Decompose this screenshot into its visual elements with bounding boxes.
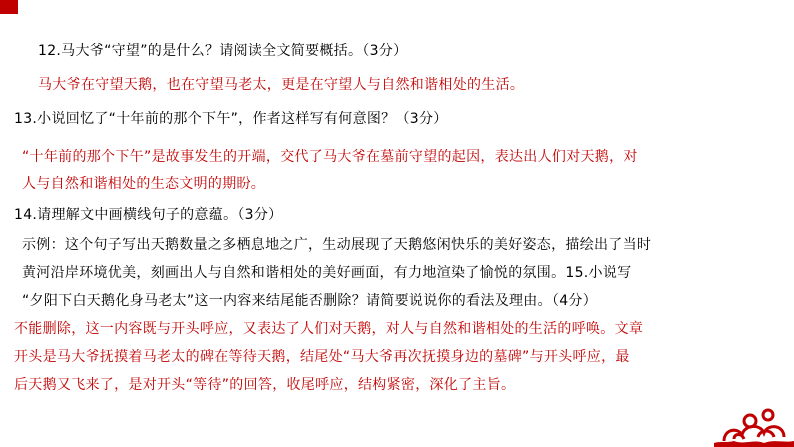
q12-question: 12.马大爷“守望”的是什么？请阅读全文简要概括。（3分）: [38, 43, 408, 59]
q14-answer-line3: “夕阳下白天鹅化身马老太”这一内容来结尾能否删除？请简要说说你的看法及理由。（4分）: [22, 293, 598, 309]
q14-answer-line2: 黄河沿岸环境优美，刻画出人与自然和谐相处的美好画面，有力地渲染了愉悦的氛围。15.小说写: [22, 265, 632, 281]
top-bar: [0, 0, 794, 14]
q12-answer: 马大爷在守望天鹅，也在守望马老太，更是在守望人与自然和谐相处的生活。: [38, 77, 525, 93]
q14-question: 14.请理解文中画横线句子的意蕴。（3分）: [14, 207, 283, 223]
top-bar-accent: [0, 0, 18, 14]
q14-answer-line1: 示例：这个句子写出天鹅数量之多栖息地之广，生动展现了天鹅悠闲快乐的美好姿态，描绘出了当时: [22, 237, 652, 253]
q15-answer-line2: 开头是马大爷抚摸着马老太的碑在等待天鹅，结尾处“马大爷再次抚摸身边的墓碑”与开头呼应，最: [14, 349, 630, 365]
q13-answer-line2: 人与自然和谐相处的生态文明的期盼。: [22, 176, 266, 192]
auspicious-cloud-icon: [714, 395, 794, 447]
q15-answer-line3: 后天鹅又飞来了，是对开头“等待”的回答，收尾呼应，结构紧密，深化了主旨。: [14, 377, 516, 393]
q13-question: 13.小说回忆了“十年前的那个下午”，作者这样写有何意图？（3分）: [14, 111, 448, 127]
q15-answer-line1: 不能删除，这一内容既与开头呼应，又表达了人们对天鹅，对人与自然和谐相处的生活的呼唤。文章: [14, 321, 644, 337]
q13-answer-line1: “十年前的那个下午”是故事发生的开端，交代了马大爷在墓前守望的起因，表达出人们对天鹅，对: [22, 149, 638, 165]
